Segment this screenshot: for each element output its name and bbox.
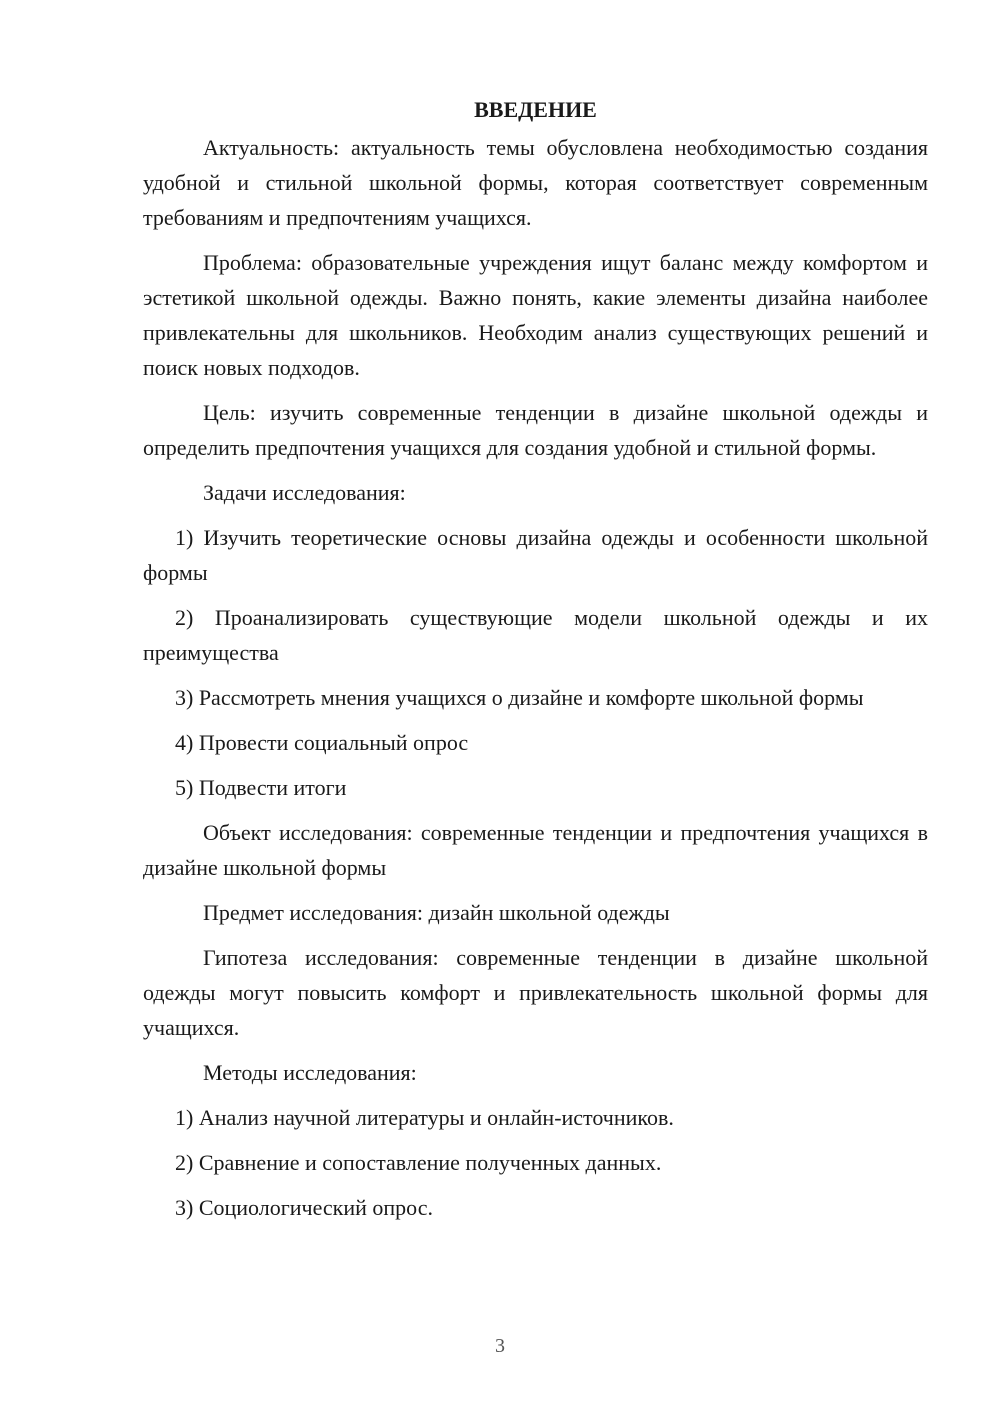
paragraph-methods-heading: Методы исследования:	[203, 1060, 417, 1085]
list-item-method-3: 3) Социологический опрос.	[175, 1195, 433, 1220]
paragraph-object: Объект исследования: современные тенденции и предпочтения учащихся в дизайне школьной формы	[143, 820, 928, 880]
paragraph-tasks-heading: Задачи исследования:	[203, 480, 406, 505]
list-item-task-1: 1) Изучить теоретические основы дизайна одежды и особенности школьной формы	[143, 525, 928, 585]
paragraph-hypothesis: Гипотеза исследования: современные тенденции в дизайне школьной одежды могут повысить комфорт и привлекательность школьной формы для учащихся.	[143, 945, 928, 1040]
paragraph-relevance: Актуальность: актуальность темы обусловлена необходимостью создания удобной и стильной школьной формы, которая соответствует современным требованиям и предпочтениям учащихся.	[143, 135, 928, 230]
paragraph-goal: Цель: изучить современные тенденции в дизайне школьной одежды и определить предпочтения учащихся для создания удобной и стильной формы.	[143, 400, 928, 460]
paragraph-problem: Проблема: образовательные учреждения ищут баланс между комфортом и эстетикой школьной одежды. Важно понять, какие элементы дизайна наиболее привлекательны для школьников. Необходим анализ существующих решений и поиск новых подходов.	[143, 250, 928, 380]
list-item-method-2: 2) Сравнение и сопоставление полученных данных.	[175, 1150, 662, 1175]
list-item-task-4: 4) Провести социальный опрос	[175, 730, 469, 755]
page-number: 3	[495, 1335, 505, 1357]
paragraph-subject: Предмет исследования: дизайн школьной одежды	[203, 900, 670, 925]
list-item-task-3: 3) Рассмотреть мнения учащихся о дизайне и комфорте школьной формы	[175, 685, 864, 710]
list-item-task-5: 5) Подвести итоги	[175, 775, 347, 800]
document-page	[143, 92, 928, 1225]
list-item-task-2: 2) Проанализировать существующие модели школьной одежды и их преимущества	[143, 605, 928, 665]
list-item-method-1: 1) Анализ научной литературы и онлайн-источников.	[175, 1105, 674, 1130]
section-title: ВВЕДЕНИЕ	[474, 97, 597, 122]
